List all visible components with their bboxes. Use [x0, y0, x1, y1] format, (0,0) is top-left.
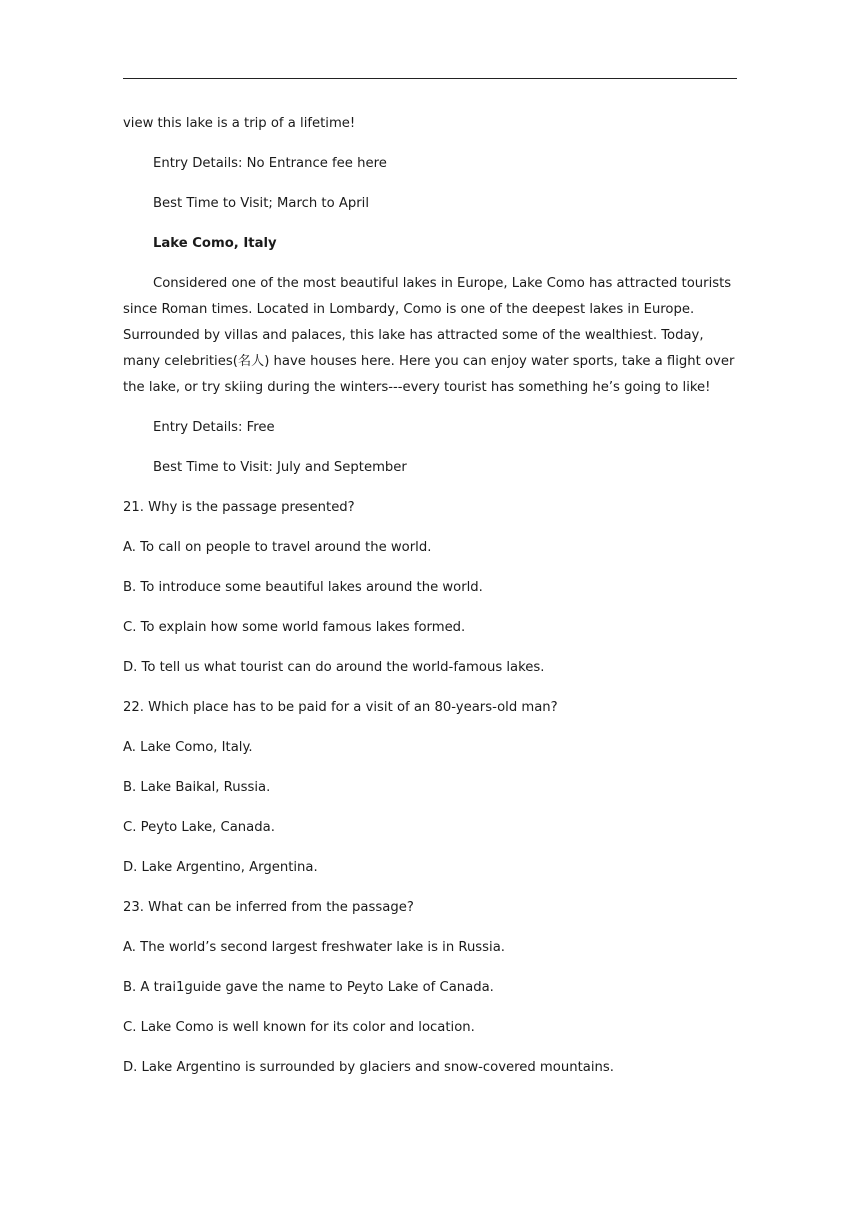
entry-details-1: Entry Details: No Entrance fee here	[153, 156, 387, 171]
question-23-option-c: C. Lake Como is well known for its color and location.	[123, 1020, 475, 1035]
question-23-option-a: A. The world’s second largest freshwater lake is in Russia.	[123, 940, 505, 955]
best-time-2: Best Time to Visit: July and September	[153, 460, 407, 475]
question-22-option-d: D. Lake Argentino, Argentina.	[123, 860, 318, 875]
question-22-option-b: B. Lake Baikal, Russia.	[123, 780, 271, 795]
question-22-stem: 22. Which place has to be paid for a visit of an 80-years-old man?	[123, 700, 558, 715]
question-21-option-d: D. To tell us what tourist can do around the world-famous lakes.	[123, 660, 545, 675]
passage-continuation: view this lake is a trip of a lifetime!	[123, 116, 356, 131]
page-content	[123, 111, 737, 1081]
heading-lake-como: Lake Como, Italy	[153, 236, 277, 251]
question-23-stem: 23. What can be inferred from the passage?	[123, 900, 414, 915]
entry-details-2: Entry Details: Free	[153, 420, 275, 435]
lake-como-description: Considered one of the most beautiful lakes in Europe, Lake Como has attracted tourists since Roman times. Located in Lombardy, Como is one of the deepest lakes in Europe. Surrounded by villas and palaces, this lake has attracted some of the wealthiest. Today, many celebrities(名人) have houses here. Here you can enjoy water sports, take a flight over the lake, or try skiing during the winters---every tourist has something he’s going to like!	[123, 276, 735, 395]
best-time-1: Best Time to Visit; March to April	[153, 196, 369, 211]
header-rule	[123, 78, 737, 79]
question-21-option-b: B. To introduce some beautiful lakes around the world.	[123, 580, 483, 595]
question-21-option-c: C. To explain how some world famous lakes formed.	[123, 620, 466, 635]
question-22-option-a: A. Lake Como, Italy.	[123, 740, 253, 755]
question-23-option-d: D. Lake Argentino is surrounded by glaciers and snow-covered mountains.	[123, 1060, 614, 1075]
question-21-stem: 21. Why is the passage presented?	[123, 500, 355, 515]
question-22-option-c: C. Peyto Lake, Canada.	[123, 820, 275, 835]
question-21-option-a: A. To call on people to travel around the world.	[123, 540, 432, 555]
question-23-option-b: B. A trai1guide gave the name to Peyto Lake of Canada.	[123, 980, 494, 995]
